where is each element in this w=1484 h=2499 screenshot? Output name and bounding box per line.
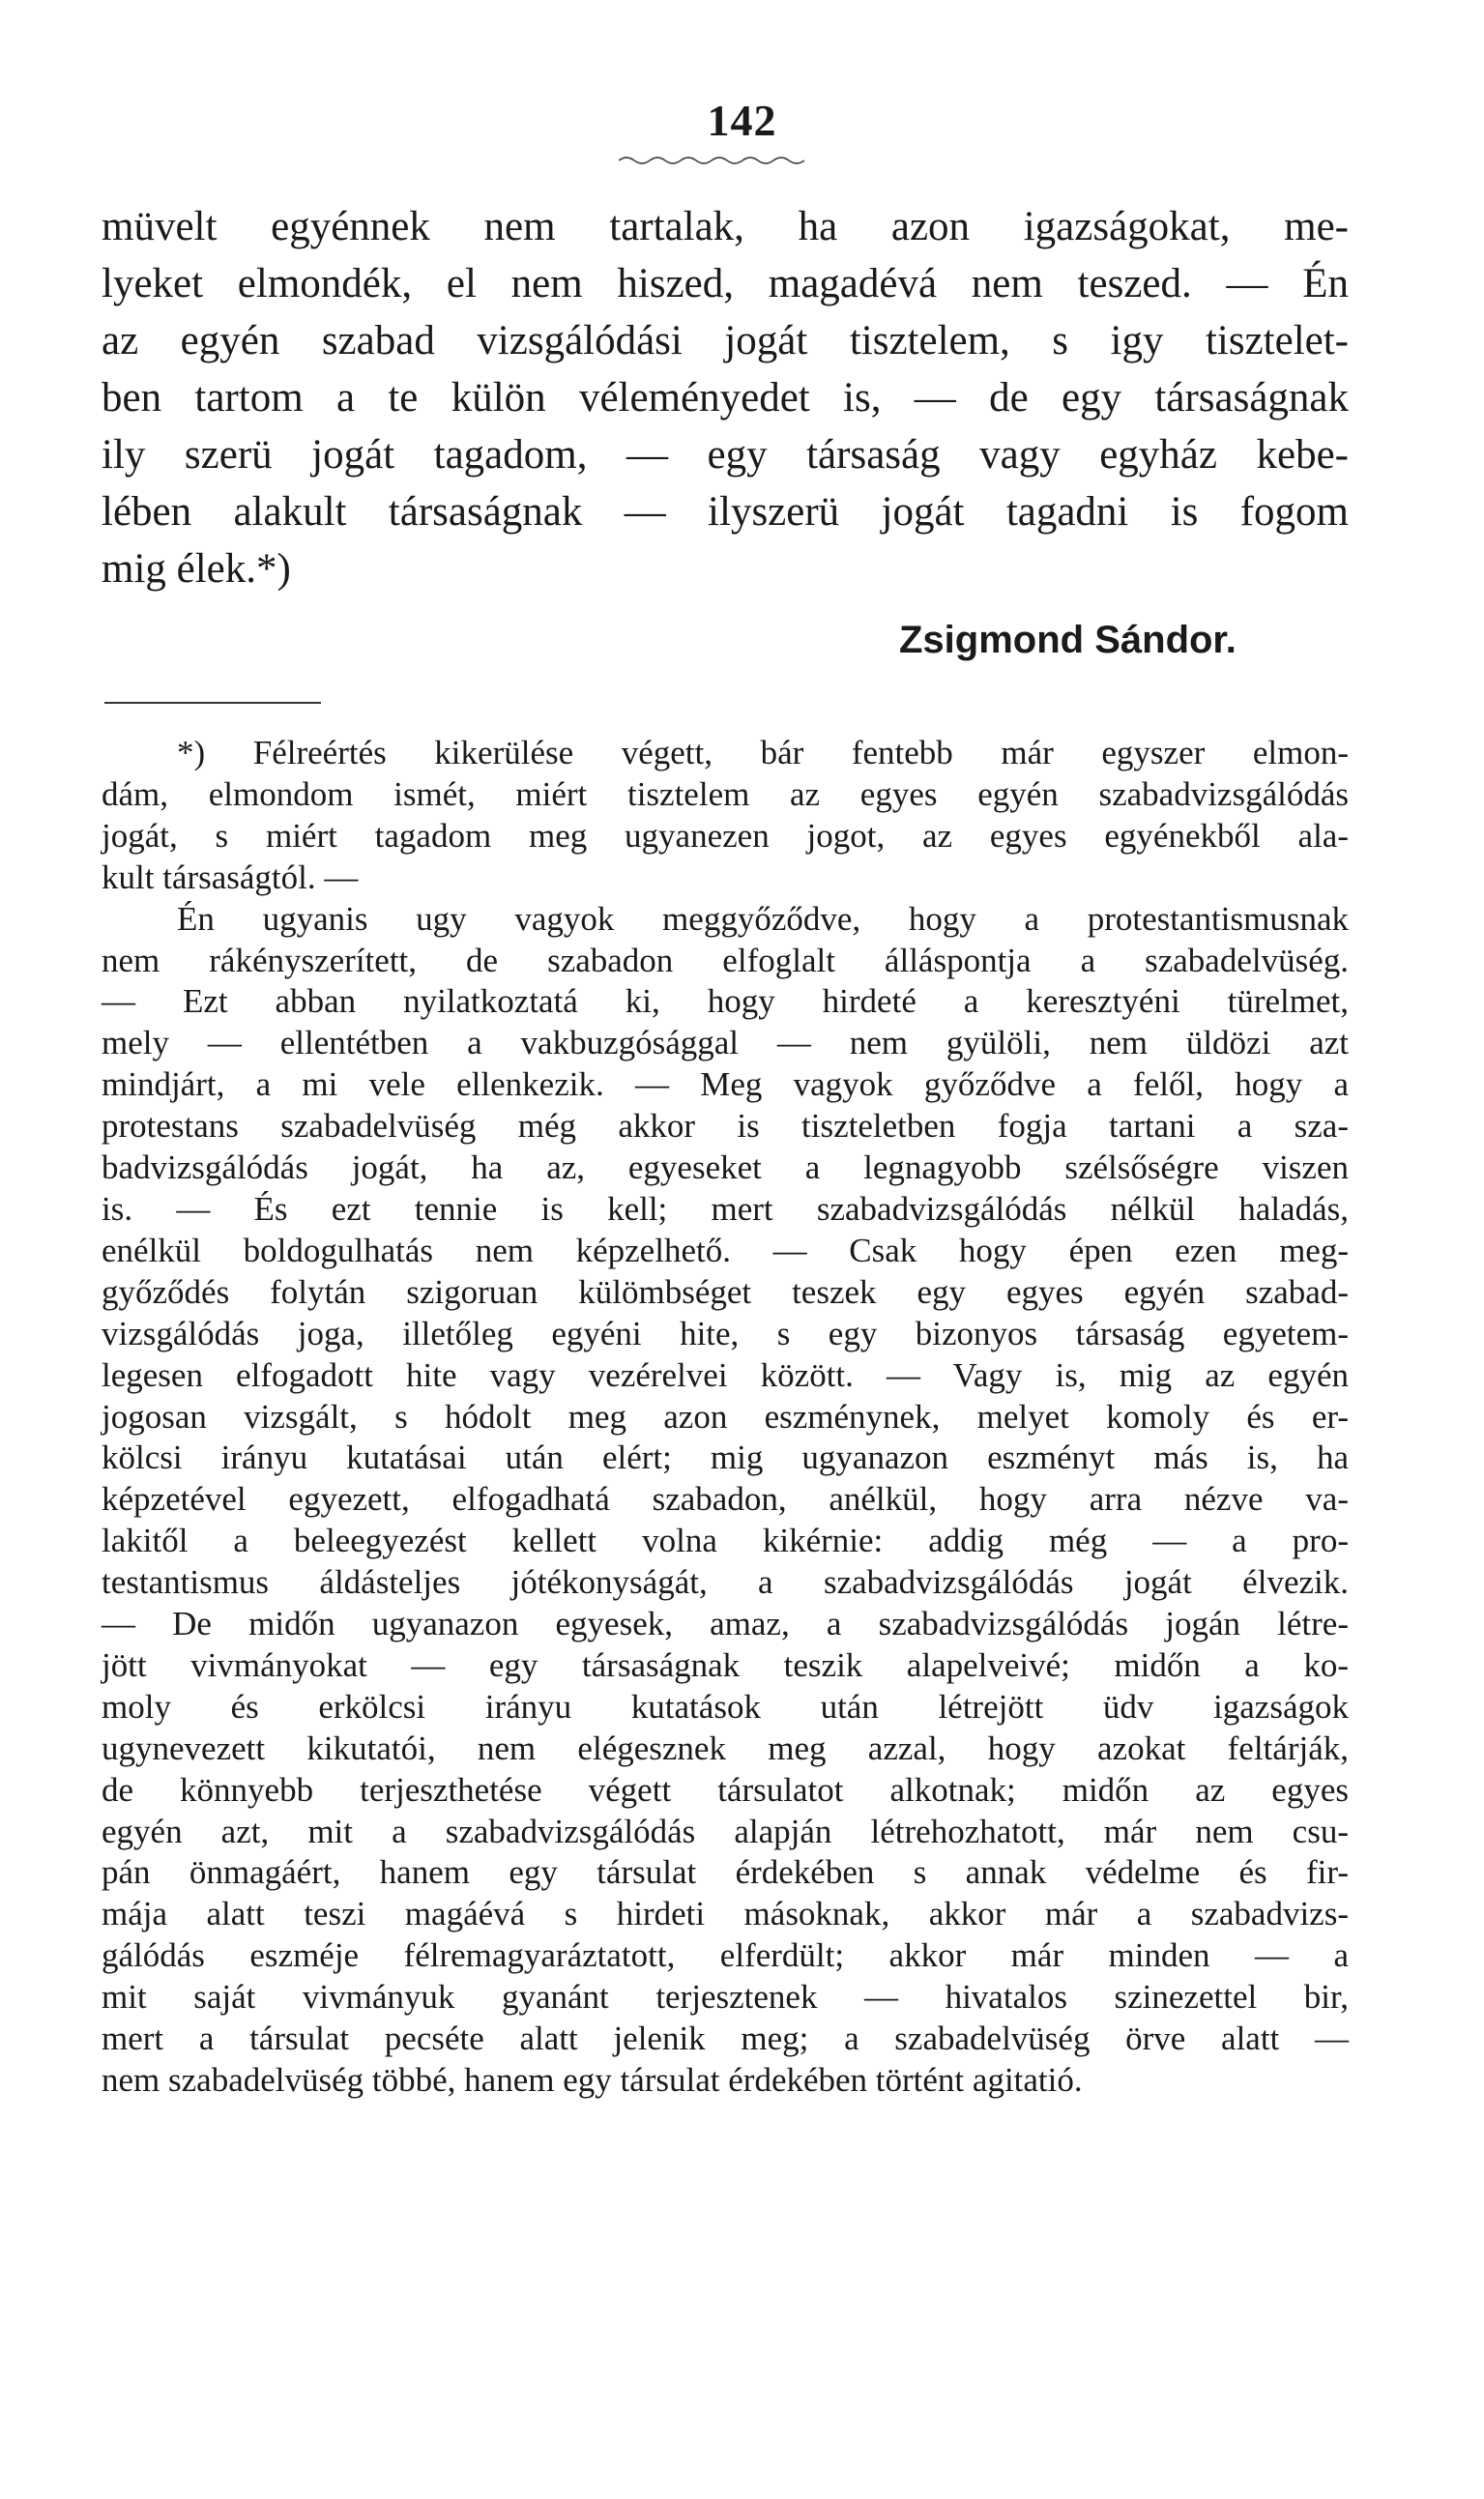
footnote-line: dám, elmondom ismét, miért tisztelem az egyes egyén szabadvizsgálódás bbox=[102, 774, 1349, 813]
footnote-line: kult társaságtól. — bbox=[102, 857, 359, 896]
main-line: ben tartom a te külön véleményedet is, — de egy társaságnak bbox=[102, 375, 1349, 421]
footnote-line: pán önmagáért, hanem egy társulat érdekében s annak védelme és fir- bbox=[102, 1853, 1349, 1892]
footnote-line: ugynevezett kikutatói, nem elégesznek meg azzal, hogy azokat feltárják, bbox=[102, 1729, 1349, 1767]
footnote-line: badvizsgálódás jogát, ha az, egyeseket a legnagyobb szélsőségre viszen bbox=[102, 1148, 1349, 1187]
main-paragraph bbox=[102, 198, 1349, 597]
footnote-line: jogosan vizsgált, s hódolt meg azon eszménynek, melyet komoly és er- bbox=[102, 1397, 1349, 1436]
footnote-line: mája alatt teszi magáévá s hirdeti másoknak, akkor már a szabadvizs- bbox=[102, 1895, 1349, 1933]
footnote-line: győződés folytán szigoruan külömbséget teszek egy egyes egyén szabad- bbox=[102, 1272, 1349, 1311]
ornament-rule bbox=[619, 153, 812, 166]
main-line: ily szerü jogát tagadom, — egy társaság vagy egyház kebe- bbox=[102, 432, 1349, 478]
footnote-line: enélkül boldogulhatás nem képzelhető. — Csak hogy épen ezen meg- bbox=[102, 1231, 1349, 1269]
author-signature: Zsigmond Sándor. bbox=[899, 619, 1237, 661]
main-line: mig élek.*) bbox=[102, 546, 291, 592]
footnote-line: mely — ellentétben a vakbuzgósággal — nem gyülöli, nem üldözi azt bbox=[102, 1024, 1349, 1062]
footnote-line: Én ugyanis ugy vagyok meggyőződve, hogy a protestantismusnak bbox=[177, 899, 1349, 938]
footnote-line: nem szabadelvüség többé, hanem egy társulat érdekében történt agitatió. bbox=[102, 2061, 1083, 2099]
footnote-line: legesen elfogadott hite vagy vezérelvei között. — Vagy is, mig az egyén bbox=[102, 1355, 1349, 1394]
footnote bbox=[102, 733, 1349, 2102]
footnote-line: jogát, s miért tagadom meg ugyanezen jogot, az egyes egyénekből ala- bbox=[102, 816, 1349, 855]
page-number: 142 bbox=[707, 96, 777, 145]
footnote-line: mit saját vivmányuk gyanánt terjesztenek — hivatalos szinezettel bir, bbox=[102, 1978, 1349, 2017]
footnote-line: de könnyebb terjeszthetése végett társulatot alkotnak; midőn az egyes bbox=[102, 1770, 1349, 1809]
footnote-line: jött vivmányokat — egy társaságnak teszik alapelveivé; midőn a ko- bbox=[102, 1645, 1349, 1684]
footnote-line: moly és erkölcsi irányu kutatások után létrejött üdv igazságok bbox=[102, 1687, 1349, 1726]
footnote-line: mert a társulat pecséte alatt jelenik meg; a szabadelvüség örve alatt — bbox=[102, 2020, 1349, 2058]
footnote-line: kölcsi irányu kutatásai után elért; mig ugyanazon eszményt más is, ha bbox=[102, 1438, 1349, 1477]
footnote-line: testantismus áldásteljes jótékonyságát, a szabadvizsgálódás jogát élvezik. bbox=[102, 1563, 1349, 1602]
main-line: lében alakult társaságnak — ilyszerü jogát tagadni is fogom bbox=[102, 489, 1349, 535]
footnote-line: lakitől a beleegyezést kellett volna kikérnie: addig még — a pro- bbox=[102, 1522, 1349, 1560]
footnote-line: képzetével egyezett, elfogadhatá szabadon, anélkül, hogy arra nézve va- bbox=[102, 1480, 1349, 1519]
footnote-line: nem rákényszerített, de szabadon elfoglalt álláspontja a szabadelvüség. bbox=[102, 941, 1349, 979]
footnote-line: vizsgálódás joga, illetőleg egyéni hite, s egy bizonyos társaság egyetem- bbox=[102, 1314, 1349, 1352]
footnote-divider bbox=[104, 702, 321, 704]
footnote-line: egyén azt, mit a szabadvizsgálódás alapján létrehozhatott, már nem csu- bbox=[102, 1812, 1349, 1850]
footnote-line: *) Félreértés kikerülése végett, bár fentebb már egyszer elmon- bbox=[177, 734, 1349, 771]
main-line: müvelt egyénnek nem tartalak, ha azon igazságokat, me- bbox=[102, 204, 1349, 249]
main-line: lyeket elmondék, el nem hiszed, magadévá nem teszed. — Én bbox=[102, 261, 1349, 306]
main-line: az egyén szabad vizsgálódási jogát tisztelem, s igy tisztelet- bbox=[102, 318, 1349, 363]
footnote-line: gálódás eszméje félremagyaráztatott, elferdült; akkor már minden — a bbox=[102, 1936, 1349, 1975]
footnote-line: — De midőn ugyanazon egyesek, amaz, a szabadvizsgálódás jogán létre- bbox=[102, 1605, 1349, 1643]
footnote-line: protestans szabadelvüség még akkor is tiszteletben fogja tartani a sza- bbox=[102, 1107, 1349, 1146]
footnote-line: is. — És ezt tennie is kell; mert szabadvizsgálódás nélkül haladás, bbox=[102, 1189, 1349, 1228]
footnote-line: mindjárt, a mi vele ellenkezik. — Meg vagyok győződve a felől, hogy a bbox=[102, 1065, 1349, 1104]
footnote-line: — Ezt abban nyilatkoztatá ki, hogy hirdeté a keresztyéni türelmet, bbox=[102, 982, 1349, 1021]
